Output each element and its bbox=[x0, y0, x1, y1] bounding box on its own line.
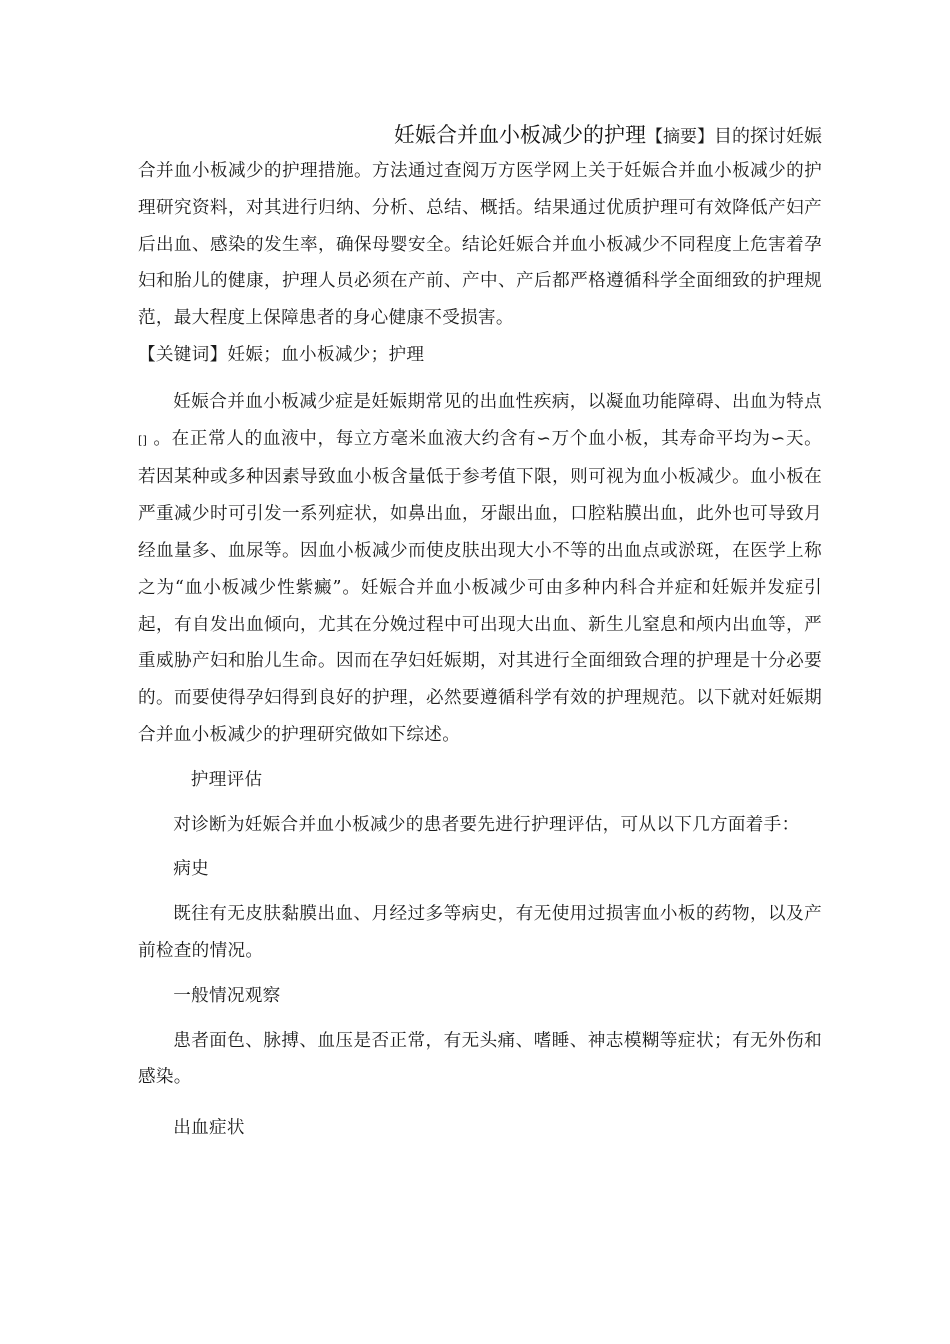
assessment-intro: 对诊断为妊娠合并血小板减少的患者要先进行护理评估，可从以下几方面着手： bbox=[173, 814, 800, 835]
intro-part1: 妊娠合并血小板减少症是妊娠期常见的出血性疾病，以凝血功能障碍、出血为特点 bbox=[173, 391, 822, 412]
keywords-line bbox=[138, 337, 822, 374]
document-content bbox=[138, 117, 822, 1147]
abstract-body: 合并血小板减少的护理措施。方法通过查阅万方医学网上关于妊娠合并血小板减少的护理研究资料，对其进行归纳、分析、总结、概括。结果通过优质护理可有效降低产妇产后出血、感染的发生率，确保母婴安全。结论妊娠合并血小板减少不同程度上危害着孕妇和胎儿的健康，护理人员必须在产前、产中、产后都严格遵循科学全面细致的护理规范，最大程度上保障患者的身心健康不受损害。 bbox=[138, 161, 822, 329]
general-paragraph: 患者面色、脉搏、血压是否正常，有无头痛、嗜睡、神志模糊等症状；有无外伤和感染。 bbox=[138, 1030, 822, 1088]
keywords-text: 妊娠；血小板减少；护理 bbox=[227, 344, 425, 365]
document-title: 妊娠合并血小板减少的护理 bbox=[394, 123, 646, 147]
keywords-label: 【关键词】 bbox=[138, 344, 228, 365]
abstract-start: 目的探讨妊娠 bbox=[714, 126, 822, 147]
section-heading-assessment: 护理评估 bbox=[190, 769, 263, 790]
citation-marker: [] bbox=[138, 433, 148, 447]
intro-part2: 。在正常人的血液中，每立方毫米血液大约含有∽万个血小板，其寿命平均为∽天。若因某种或多种因素导致血小板含量低于参考值下限，则可视为血小板减少。血小板在严重减少时可引发一系列症状，如鼻出血，牙龈出血，口腔粘膜出血，此外也可导致月经血量多、血尿等。因血小板减少而使皮肤出现大小不等的出血点或淤斑，在医学上称之为“血小板减少性紫癜”。妊娠合并血小板减少可由多种内科合并症和妊娠并发症引起，有自发出血倾向，尤其在分娩过程中可出现大出血、新生儿窒息和颅内出血等，严重威胁产妇和胎儿生命。因而在孕妇妊娠期，对其进行全面细致合理的护理是十分必要的。而要使得孕妇得到良好的护理，必然要遵循科学有效的护理规范。以下就对妊娠期合并血小板减少的护理研究做如下综述。 bbox=[138, 428, 822, 745]
abstract-label: 【摘要】 bbox=[646, 127, 714, 147]
title-line bbox=[138, 117, 822, 153]
intro-paragraph bbox=[138, 384, 822, 754]
subheading-history: 病史 bbox=[173, 859, 209, 880]
subheading-general: 一般情况观察 bbox=[173, 985, 281, 1006]
subheading-bleeding: 出血症状 bbox=[173, 1118, 245, 1139]
history-paragraph: 既往有无皮肤黏膜出血、月经过多等病史，有无使用过损害血小板的药物，以及产前检查的情况。 bbox=[138, 904, 822, 961]
